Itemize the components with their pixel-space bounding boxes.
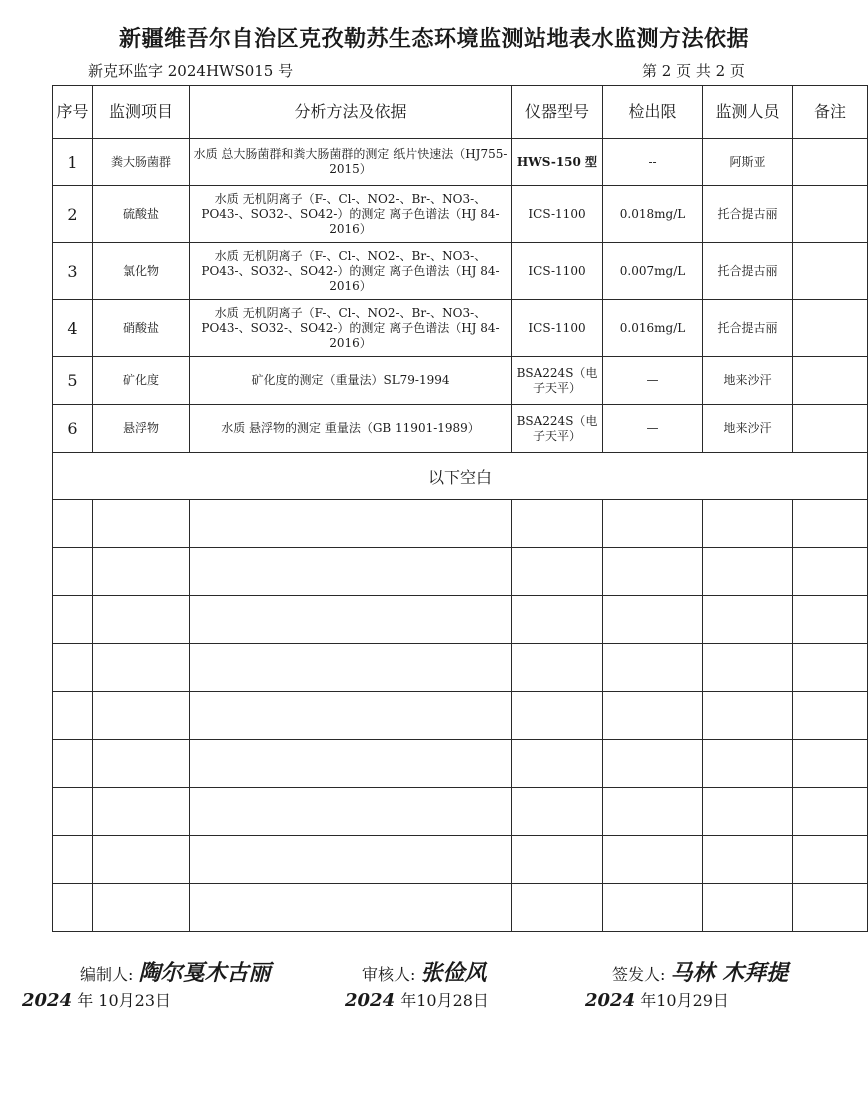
empty-row <box>53 884 868 932</box>
empty-row <box>53 548 868 596</box>
reviewer-date-rest: 年10月28日 <box>400 991 489 1010</box>
reviewer-date-year: 2024 <box>345 990 396 1011</box>
cell-instrument: BSA224S（电子天平） <box>512 405 603 453</box>
cell-method: 水质 无机阴离子（F-、Cl-、NO2-、Br-、NO3-、PO43-、SO32-、SO42-）的测定 离子色谱法（HJ 84-2016） <box>190 243 512 300</box>
empty-row <box>53 836 868 884</box>
cell-item: 悬浮物 <box>93 405 190 453</box>
empty-row <box>53 596 868 644</box>
table-row <box>53 243 868 300</box>
cell-limit: 0.016mg/L <box>603 300 703 357</box>
reviewer-date <box>345 988 489 1011</box>
cell-item: 硝酸盐 <box>93 300 190 357</box>
table-row <box>53 300 868 357</box>
issuer-date <box>585 988 729 1011</box>
cell-note <box>793 357 868 405</box>
cell-staff: 阿斯亚 <box>703 139 793 186</box>
cell-method: 矿化度的测定（重量法）SL79-1994 <box>190 357 512 405</box>
col-header-instrument: 仪器型号 <box>512 86 603 139</box>
issuer-signature: 马林 木拜提 <box>670 960 789 986</box>
cell-instrument: ICS-1100 <box>512 243 603 300</box>
cell-method: 水质 无机阴离子（F-、Cl-、NO2-、Br-、NO3-、PO43-、SO32-、SO42-）的测定 离子色谱法（HJ 84-2016） <box>190 300 512 357</box>
method-table <box>52 85 868 932</box>
cell-limit: — <box>603 405 703 453</box>
cell-seq: 1 <box>53 139 93 186</box>
col-header-item: 监测项目 <box>93 86 190 139</box>
cell-method: 水质 悬浮物的测定 重量法（GB 11901-1989） <box>190 405 512 453</box>
col-header-seq: 序号 <box>53 86 93 139</box>
empty-row <box>53 644 868 692</box>
compiler-label: 编制人: <box>80 965 134 984</box>
cell-instrument: ICS-1100 <box>512 186 603 243</box>
col-header-staff: 监测人员 <box>703 86 793 139</box>
cell-instrument: HWS-150 型 <box>512 139 603 186</box>
cell-limit: — <box>603 357 703 405</box>
table-row <box>53 357 868 405</box>
cell-seq: 3 <box>53 243 93 300</box>
cell-instrument: BSA224S（电子天平） <box>512 357 603 405</box>
reviewer-label: 审核人: <box>362 965 416 984</box>
cell-instrument: ICS-1100 <box>512 300 603 357</box>
issuer-date-rest: 年10月29日 <box>640 991 729 1010</box>
cell-limit: -- <box>603 139 703 186</box>
col-header-note: 备注 <box>793 86 868 139</box>
issuer-block <box>612 956 788 987</box>
cell-limit: 0.007mg/L <box>603 243 703 300</box>
cell-note <box>793 243 868 300</box>
cell-staff: 地来沙汗 <box>703 357 793 405</box>
empty-row <box>53 692 868 740</box>
page-info: 第 2 页 共 2 页 <box>642 62 745 80</box>
compiler-date-year: 2024 <box>22 990 73 1011</box>
cell-method: 水质 总大肠菌群和粪大肠菌群的测定 纸片快速法（HJ755-2015） <box>190 139 512 186</box>
cell-note <box>793 405 868 453</box>
empty-row <box>53 740 868 788</box>
issuer-label: 签发人: <box>612 965 666 984</box>
cell-item: 粪大肠菌群 <box>93 139 190 186</box>
cell-method: 水质 无机阴离子（F-、Cl-、NO2-、Br-、NO3-、PO43-、SO32-、SO42-）的测定 离子色谱法（HJ 84-2016） <box>190 186 512 243</box>
page-title: 新疆维吾尔自治区克孜勒苏生态环境监测站地表水监测方法依据 <box>118 27 749 52</box>
empty-row <box>53 788 868 836</box>
issuer-date-year: 2024 <box>585 990 636 1011</box>
cell-seq: 2 <box>53 186 93 243</box>
cell-staff: 地来沙汗 <box>703 405 793 453</box>
cell-staff: 托合提古丽 <box>703 243 793 300</box>
col-header-limit: 检出限 <box>603 86 703 139</box>
blank-note-row <box>53 453 868 500</box>
compiler-date <box>22 988 171 1011</box>
cell-item: 硫酸盐 <box>93 186 190 243</box>
cell-note <box>793 139 868 186</box>
cell-item: 矿化度 <box>93 357 190 405</box>
cell-staff: 托合提古丽 <box>703 300 793 357</box>
cell-seq: 4 <box>53 300 93 357</box>
blank-note: 以下空白 <box>53 453 868 500</box>
cell-note <box>793 186 868 243</box>
cell-note <box>793 300 868 357</box>
cell-seq: 5 <box>53 357 93 405</box>
col-header-method: 分析方法及依据 <box>190 86 512 139</box>
table-row <box>53 186 868 243</box>
table-row <box>53 405 868 453</box>
empty-row <box>53 500 868 548</box>
compiler-date-rest: 年 10月23日 <box>77 991 172 1010</box>
compiler-block <box>80 956 271 987</box>
cell-seq: 6 <box>53 405 93 453</box>
cell-item: 氯化物 <box>93 243 190 300</box>
document-number: 新克环监字 2024HWS015 号 <box>88 62 294 80</box>
table-header-row <box>53 86 868 139</box>
cell-limit: 0.018mg/L <box>603 186 703 243</box>
compiler-signature: 陶尔戛木古丽 <box>138 960 271 986</box>
table-row <box>53 139 868 186</box>
reviewer-signature: 张俭风 <box>420 960 487 986</box>
cell-staff: 托合提古丽 <box>703 186 793 243</box>
reviewer-block <box>362 956 487 987</box>
